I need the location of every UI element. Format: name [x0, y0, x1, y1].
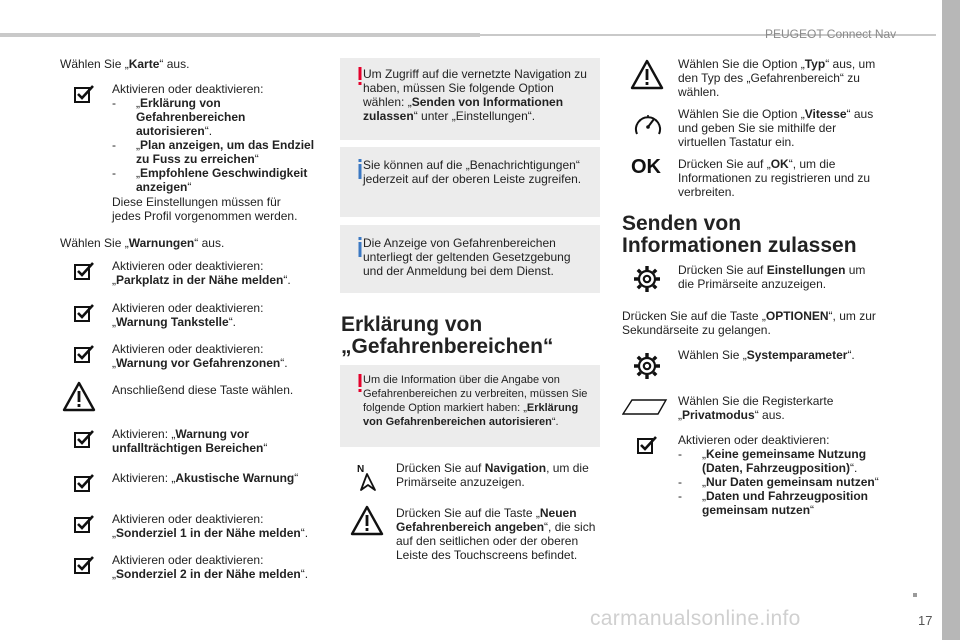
last-text: Aktivieren oder deaktivieren: - „Keine gemeinsame Nutzung (Daten, Fahrzeugposition)“. - „Nur Daten gemeinsam nutzen“ - „Daten und Fahrzeugposition gemeinsam nutzen“ [678, 433, 879, 517]
item6-text: Aktivieren: „Warnung vor unfallträchtigen Bereichen“ [112, 427, 268, 455]
svg-text:N: N [357, 464, 365, 475]
typ-text: Wählen Sie die Option „Typ“ aus, um den Typ des „Gefahrenbereich“ zu wählen. [678, 57, 876, 99]
optionen-text: Drücken Sie auf die Taste „OPTIONEN“, um zur Sekundärseite zu gelangen. [622, 309, 876, 337]
item2-text: Aktivieren oder deaktivieren: „Parkplatz in der Nähe melden“. [112, 259, 291, 287]
heading-senden: Senden von Informationen zulassen [622, 212, 857, 257]
item1-text: Aktivieren oder deaktivieren: - „Erklärung von Gefahrenbereichen autorisieren“. - „Plan anzeigen, um das Endziel zu Fuss zu erreichen“ - „Empfohlene Geschwindigkeit anzeigen“ [112, 82, 315, 194]
tab-icon [622, 398, 668, 416]
checkbox-icon [73, 555, 95, 577]
system-text: Wählen Sie „Systemparameter“. [678, 348, 855, 362]
checkbox-icon [73, 473, 95, 495]
neuen-text: Drücken Sie auf die Taste „Neuen Gefahrenbereich angeben“, die sich auf den seitlichen oder der oberen Leiste des Touchscreens befindet. [396, 506, 596, 562]
page-marker [913, 593, 917, 597]
note-info-2 [340, 225, 600, 293]
item5-text: Anschließend diese Taste wählen. [112, 383, 294, 397]
top-rule [0, 33, 480, 37]
warning-triangle-icon [350, 505, 384, 537]
header-title: PEUGEOT Connect Nav [765, 27, 897, 41]
ok-text: Drücken Sie auf „OK“, um die Informationen zu registrieren und zu verbreiten. [678, 157, 871, 199]
note1-text: Um Zugriff auf die vernetzte Navigation zu haben, müssen Sie folgende Option wählen: „Senden von Informationen zulassen“ unter „Einstellungen“. [363, 67, 587, 123]
vitesse-text: Wählen Sie die Option „Vitesse“ aus und geben Sie sie mithilfe der virtuellen Tastatur ein. [678, 107, 874, 149]
item7-text: Aktivieren: „Akustische Warnung“ [112, 471, 299, 485]
warning-triangle-icon [630, 59, 664, 91]
p-warnungen: Wählen Sie „Warnungen“ aus. [60, 236, 225, 250]
note-info-1 [340, 147, 600, 217]
privat-text: Wählen Sie die Registerkarte „Privatmodus“ aus. [678, 394, 834, 422]
gear-icon [632, 351, 662, 381]
note2-text: Sie können auf die „Benachrichtigungen“ jederzeit auf der oberen Leiste zugreifen. [363, 158, 582, 186]
watermark: carmanualsonline.info [590, 607, 801, 630]
item1-after: Diese Einstellungen müssen für jedes Profil vorgenommen werden. [112, 195, 298, 223]
note-warning-1 [340, 58, 600, 140]
note4-text: Um die Information über die Angabe von Gefahrenbereichen zu verbreiten, müssen Sie folgende Option markiert haben: „Erklärung von Gefahrenbereichen autorisieren“. [363, 374, 588, 428]
page-number: 17 [918, 613, 933, 628]
checkbox-icon [636, 435, 658, 457]
ok-icon: OK [631, 156, 661, 178]
note-warning-2 [340, 365, 600, 447]
note3-text: Die Anzeige von Gefahrenbereichen unterliegt der geltenden Gesetzgebung und der Anmeldung bei dem Dienst. [363, 236, 571, 278]
checkbox-icon [73, 344, 95, 366]
navigation-arrow-icon [355, 463, 381, 493]
speedometer-icon [632, 110, 664, 140]
checkbox-icon [73, 303, 95, 325]
checkbox-icon [73, 261, 95, 283]
einst-text: Drücken Sie auf Einstellungen um die Primärseite anzuzeigen. [678, 263, 866, 291]
gear-icon [632, 264, 662, 294]
p-karte: Wählen Sie „Karte“ aus. [60, 57, 190, 71]
checkbox-icon [73, 84, 95, 106]
side-tab [942, 0, 960, 640]
item8-text: Aktivieren oder deaktivieren: „Sonderziel 1 in der Nähe melden“. [112, 512, 309, 540]
warning-triangle-icon [62, 381, 96, 413]
heading-gefahrenbereiche: Erklärung von „Gefahrenbereichen“ [341, 313, 554, 358]
nav-text: Drücken Sie auf Navigation, um die Primärseite anzuzeigen. [396, 461, 589, 489]
checkbox-icon [73, 429, 95, 451]
checkbox-icon [73, 514, 95, 536]
item4-text: Aktivieren oder deaktivieren: „Warnung vor Gefahrenzonen“. [112, 342, 288, 370]
item3-text: Aktivieren oder deaktivieren: „Warnung Tankstelle“. [112, 301, 264, 329]
item9-text: Aktivieren oder deaktivieren: „Sonderziel 2 in der Nähe melden“. [112, 553, 309, 581]
